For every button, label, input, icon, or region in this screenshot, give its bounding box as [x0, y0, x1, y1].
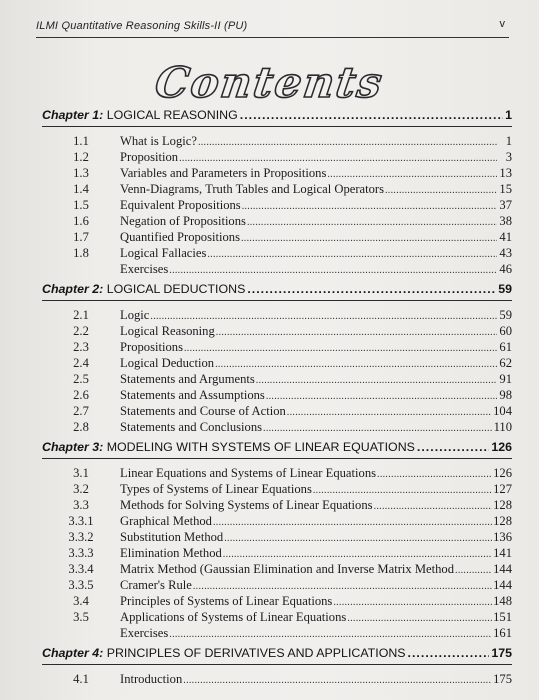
section-number: 2.4	[73, 356, 89, 370]
toc-entry	[42, 355, 512, 371]
toc-entry	[42, 497, 512, 513]
chapter-page: 59	[498, 282, 512, 296]
chapter-page: 1	[505, 108, 512, 122]
section-title: Graphical Method	[120, 514, 212, 528]
section-page: 175	[493, 672, 512, 686]
toc-entry	[42, 625, 512, 641]
section-page: 62	[499, 356, 512, 370]
header-rule	[36, 37, 509, 38]
dot-leader	[183, 673, 492, 689]
section-number: 2.8	[73, 420, 89, 434]
section-title: Types of Systems of Linear Equations	[120, 482, 312, 496]
dot-leader	[455, 563, 492, 579]
section-title: Statements and Arguments	[120, 372, 255, 386]
toc-entry	[42, 545, 512, 561]
running-head: ILMI Quantitative Reasoning Skills-II (PU)	[36, 20, 248, 32]
chapter-heading	[42, 280, 512, 301]
toc-entry	[42, 387, 512, 403]
chapter-heading	[42, 438, 512, 459]
dot-leader	[247, 282, 496, 296]
section-title: Logical Fallacies	[120, 246, 207, 260]
section-title: Principles of Systems of Linear Equations	[120, 594, 333, 608]
section-page: 161	[493, 626, 512, 640]
dot-leader	[287, 405, 492, 421]
section-title: Substitution Method	[120, 530, 224, 544]
toc-entry	[42, 261, 512, 277]
dot-leader	[198, 135, 497, 151]
toc-entry	[42, 577, 512, 593]
section-number: 3.3.2	[68, 530, 94, 544]
section-page: 37	[499, 198, 512, 212]
toc-entry	[42, 307, 512, 323]
toc-entry	[42, 481, 512, 497]
section-title: Applications of Systems of Linear Equations	[120, 610, 347, 624]
section-page: 1	[505, 134, 512, 148]
dot-leader	[215, 357, 497, 373]
chapter-label: Chapter 1:	[42, 108, 107, 122]
dot-leader	[242, 199, 497, 215]
chapter-items	[42, 301, 512, 438]
section-number: 2.2	[73, 324, 89, 338]
chapter-label: Chapter 2:	[42, 282, 107, 296]
section-number: 3.3.4	[68, 562, 94, 576]
toc-entry	[42, 561, 512, 577]
section-title: Proposition	[120, 150, 179, 164]
section-page: 46	[499, 262, 512, 276]
toc-entry	[42, 181, 512, 197]
chapter-items	[42, 665, 512, 690]
dot-leader	[240, 108, 503, 122]
toc-entry	[42, 165, 512, 181]
toc-entry	[42, 213, 512, 229]
toc-entry	[42, 609, 512, 625]
section-page: 141	[493, 546, 512, 560]
section-number: 2.3	[73, 340, 89, 354]
section-title: Introduction	[120, 672, 183, 686]
dot-leader	[408, 646, 490, 660]
section-page: 110	[493, 420, 512, 434]
toc-entry	[42, 323, 512, 339]
dot-leader	[169, 263, 497, 279]
section-number: 3.3.1	[68, 514, 94, 528]
page-number: v	[499, 18, 505, 30]
section-number: 1.8	[73, 246, 89, 260]
section-number: 1.4	[73, 182, 89, 196]
chapter-title: LOGICAL REASONING	[106, 108, 238, 122]
section-title: Cramer's Rule	[120, 578, 192, 592]
section-number: 2.7	[73, 404, 89, 418]
section-number: 1.2	[73, 150, 89, 164]
chapter-items	[42, 459, 512, 644]
chapter-page: 175	[491, 646, 512, 660]
section-page: 136	[493, 530, 512, 544]
chapter-title: PRINCIPLES OF DERIVATIVES AND APPLICATIONS	[106, 646, 406, 660]
section-title: Methods for Solving Systems of Linear Equations	[120, 498, 373, 512]
section-number: 1.3	[73, 166, 89, 180]
chapter-label: Chapter 3:	[42, 440, 107, 454]
toc-entry	[42, 245, 512, 261]
table-of-contents	[42, 106, 512, 690]
section-title: What is Logic?	[120, 134, 197, 148]
chapter-items	[42, 127, 512, 280]
dot-leader	[377, 467, 492, 483]
toc-entry	[42, 339, 512, 355]
section-title: Elimination Method	[120, 546, 222, 560]
dot-leader	[333, 595, 492, 611]
chapter-title: MODELING WITH SYSTEMS OF LINEAR EQUATIONS	[106, 440, 415, 454]
dot-leader	[247, 215, 497, 231]
toc-entry	[42, 133, 512, 149]
section-page: 98	[499, 388, 512, 402]
toc-entry	[42, 371, 512, 387]
chapter-label: Chapter 4:	[42, 646, 107, 660]
section-number: 3.3.5	[68, 578, 94, 592]
section-number: 3.4	[73, 594, 89, 608]
dot-leader	[385, 183, 497, 199]
chapter-heading	[42, 644, 512, 665]
toc-entry	[42, 593, 512, 609]
section-number: 3.1	[73, 466, 89, 480]
chapter-page: 126	[491, 440, 512, 454]
section-number: 3.3	[73, 498, 89, 512]
section-title: Equivalent Propositions	[120, 198, 241, 212]
section-page: 13	[499, 166, 512, 180]
section-title: Matrix Method (Gaussian Elimination and Inverse Matrix Method	[120, 562, 455, 576]
dot-leader	[169, 627, 492, 643]
section-title: Statements and Conclusions	[120, 420, 263, 434]
dot-leader	[347, 611, 492, 627]
section-page: 91	[499, 372, 512, 386]
toc-entry	[42, 197, 512, 213]
section-page: 41	[499, 230, 512, 244]
section-page: 127	[493, 482, 512, 496]
dot-leader	[213, 515, 492, 531]
section-page: 151	[493, 610, 512, 624]
toc-entry	[42, 513, 512, 529]
section-title: Statements and Assumptions	[120, 388, 265, 402]
section-title: Propositions	[120, 340, 183, 354]
section-number: 1.6	[73, 214, 89, 228]
section-number: 2.1	[73, 308, 89, 322]
section-title: Logical Deduction	[120, 356, 215, 370]
toc-entry	[42, 229, 512, 245]
section-title: Exercises	[120, 626, 169, 640]
section-page: 144	[493, 562, 512, 576]
section-page: 3	[505, 150, 512, 164]
section-page: 148	[493, 594, 512, 608]
toc-entry	[42, 419, 512, 435]
section-page: 15	[499, 182, 512, 196]
toc-entry	[42, 149, 512, 165]
dot-leader	[266, 389, 497, 405]
chapter-heading	[42, 106, 512, 127]
dot-leader	[207, 247, 497, 263]
section-number: 2.6	[73, 388, 89, 402]
section-number: 3.2	[73, 482, 89, 496]
dot-leader	[216, 325, 497, 341]
section-page: 38	[499, 214, 512, 228]
section-number: 2.5	[73, 372, 89, 386]
section-number: 3.5	[73, 610, 89, 624]
dot-leader	[263, 421, 493, 437]
toc-entry	[42, 403, 512, 419]
section-title: Venn-Diagrams, Truth Tables and Logical Operators	[120, 182, 384, 196]
dot-leader	[184, 341, 497, 357]
section-number: 1.1	[73, 134, 89, 148]
toc-entry	[42, 465, 512, 481]
dot-leader	[241, 231, 497, 247]
section-page: 128	[493, 498, 512, 512]
dot-leader	[374, 499, 493, 515]
section-page: 144	[493, 578, 512, 592]
toc-entry	[42, 671, 512, 687]
section-page: 43	[499, 246, 512, 260]
toc-entry	[42, 529, 512, 545]
dot-leader	[256, 373, 497, 389]
section-number: 4.1	[73, 672, 89, 686]
page-title: Contents	[152, 58, 387, 107]
section-title: Logical Reasoning	[120, 324, 215, 338]
section-title: Variables and Parameters in Propositions	[120, 166, 327, 180]
section-title: Linear Equations and Systems of Linear Equations	[120, 466, 377, 480]
section-title: Logic	[120, 308, 150, 322]
section-page: 128	[493, 514, 512, 528]
section-title: Exercises	[120, 262, 169, 276]
section-page: 60	[499, 324, 512, 338]
section-page: 104	[493, 404, 512, 418]
section-title: Quantified Propositions	[120, 230, 240, 244]
section-page: 61	[499, 340, 512, 354]
section-page: 126	[493, 466, 512, 480]
section-page: 59	[499, 308, 512, 322]
dot-leader	[417, 440, 489, 454]
section-title: Negation of Propositions	[120, 214, 246, 228]
dot-leader	[224, 531, 492, 547]
chapter-title: LOGICAL DEDUCTIONS	[106, 282, 246, 296]
section-number: 1.5	[73, 198, 89, 212]
section-number: 1.7	[73, 230, 89, 244]
section-title: Statements and Course of Action	[120, 404, 286, 418]
section-number: 3.3.3	[68, 546, 94, 560]
